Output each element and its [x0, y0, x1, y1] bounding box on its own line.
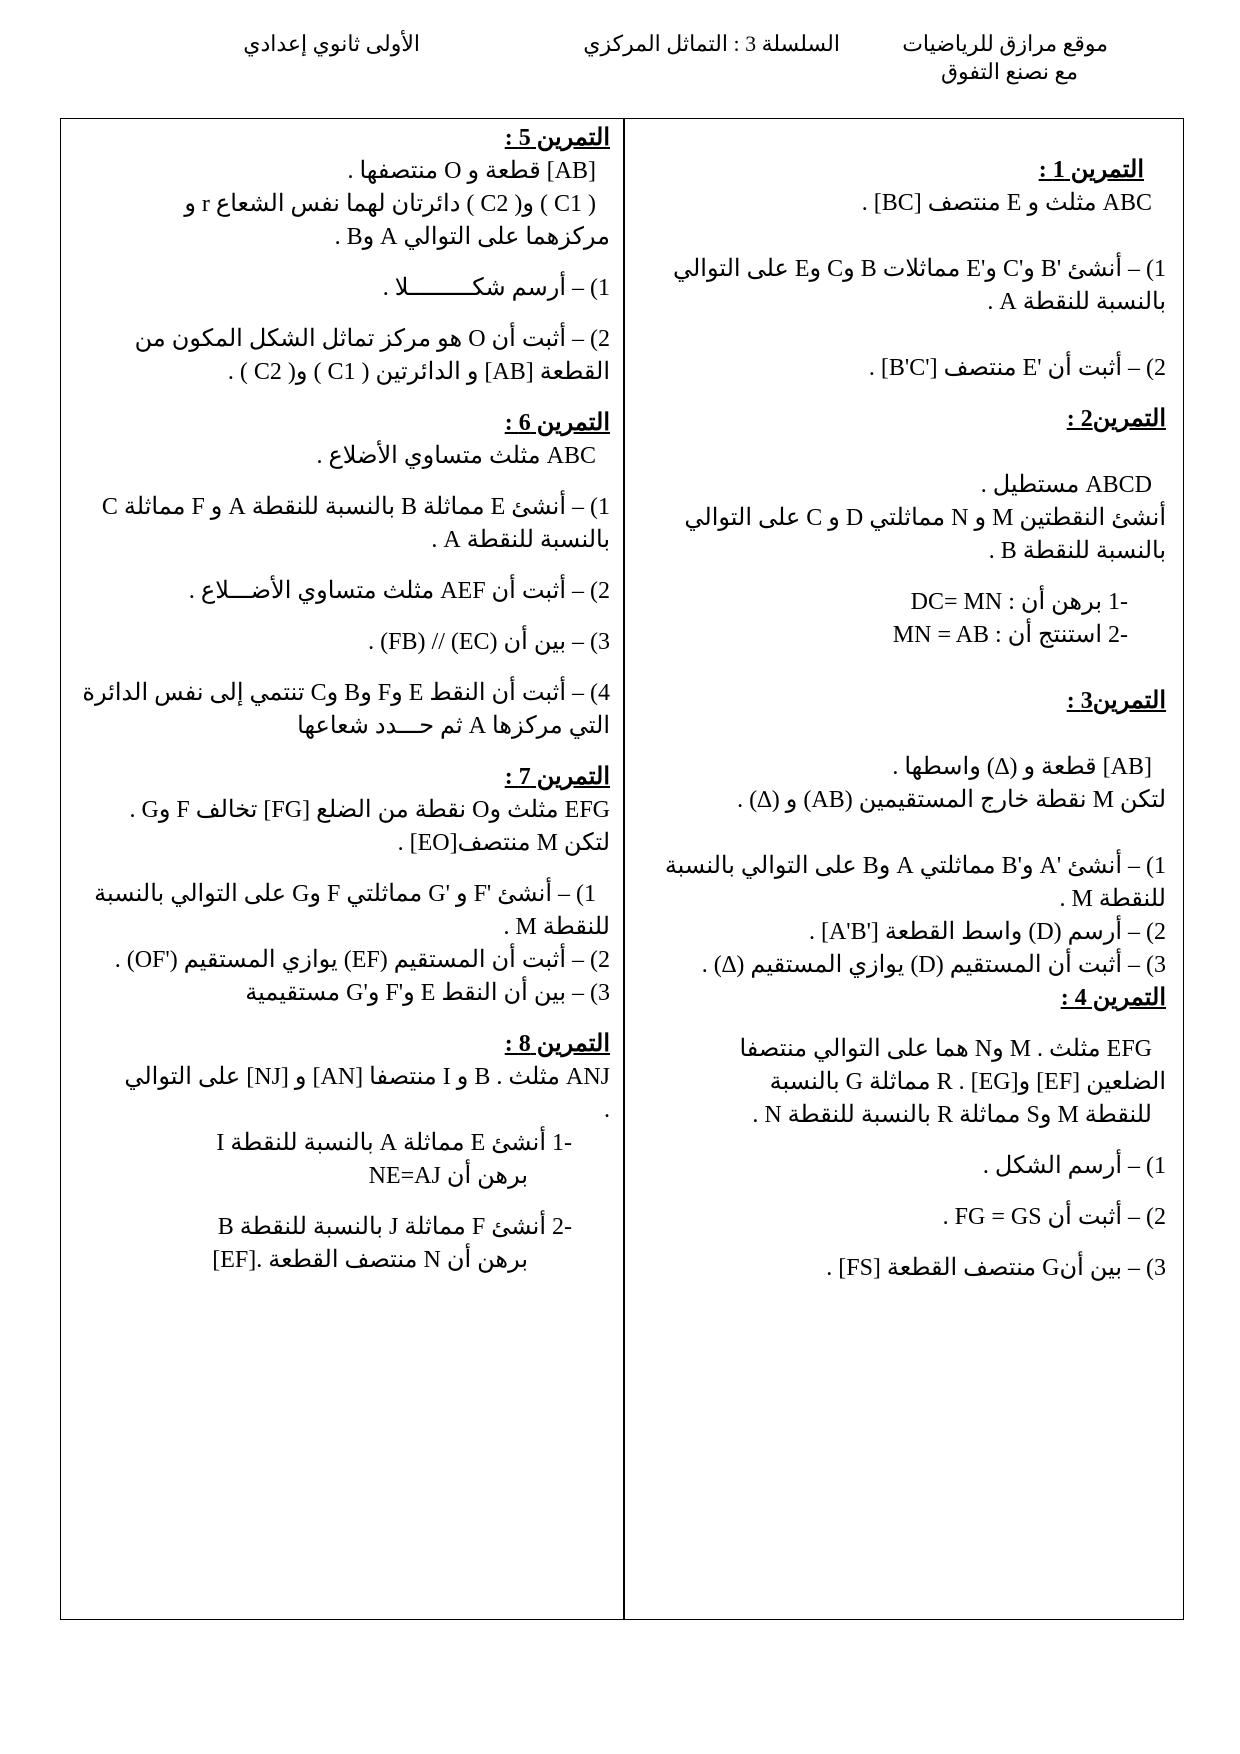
series-title: السلسلة 3 : التماثل المركزي [583, 31, 840, 56]
exercise-8-line: برهن أن N منتصف القطعة .[EF] [212, 1247, 528, 1273]
exercise-8-line: . [604, 1097, 610, 1123]
exercise-3-line: للنقطة M . [1059, 886, 1166, 912]
exercise-4 [634, 982, 1166, 1285]
exercise-2-line: أنشئ النقطتين M و N مماثلتي D و C على التوالي [684, 505, 1166, 531]
grade-level: الأولى ثانوي إعدادي [243, 31, 420, 56]
exercise-3-line: 2) – أرسم (D) واسط القطعة ['A'B] . [808, 919, 1166, 945]
exercise-6-line: 1) – أنشئ E مماثلة B بالنسبة للنقطة A و F مماثلة C [101, 494, 610, 520]
exercise-6-line: ABC مثلث متساوي الأضلاع . [316, 443, 596, 469]
exercise-7-line: للنقطة M . [503, 914, 610, 940]
exercise-3-line: 3) – أثبت أن المستقيم (D) يوازي المستقيم (∆) . [701, 952, 1166, 978]
exercise-1 [634, 154, 1166, 403]
exercise-8-line: -1 أنشئ E مماثلة A بالنسبة للنقطة I [216, 1130, 572, 1156]
exercise-5-line: 1) – أرسم شكـــــــــلا . [382, 275, 610, 301]
site-name-line2: مع نصنع التفوق [940, 59, 1078, 84]
exercise-3-line: 1) – أنشئ 'A و'B مماثلتي A وB على التوالي بالنسبة [664, 853, 1166, 879]
left-column [64, 118, 618, 1618]
exercise-4-line: الضلعين [EF] و[EG] . R مماثلة G بالنسبة [769, 1069, 1166, 1095]
exercise-1-line: ABC مثلث و E منتصف [BC] . [861, 190, 1152, 216]
exercise-2-line: -1 برهن أن : DC= MN [910, 589, 1128, 615]
exercise-3-line: [AB] قطعة و (∆) واسطها . [892, 754, 1152, 780]
site-name [902, 30, 1108, 86]
exercise-4-line: للنقطة M وS مماثلة R بالنسبة للنقطة N . [752, 1102, 1152, 1128]
exercise-5-line: 2) – أثبت أن O هو مركز تماثل الشكل المكون من [134, 326, 610, 352]
exercise-7-line: 1) – أنشئ 'F و 'G مماثلتي F وG على التوالي بالنسبة [94, 881, 596, 907]
exercise-4-line: 1) – أرسم الشكل . [982, 1153, 1166, 1179]
exercise-2-line: ABCD مستطيل . [980, 472, 1152, 498]
exercise-1-line: 2) – أثبت أن 'E منتصف ['B'C] . [868, 355, 1166, 381]
exercise-2-line: -2 استنتج أن : MN = AB [892, 622, 1128, 648]
exercise-7-line: لتكن M منتصف[EO] . [397, 830, 610, 856]
exercise-8 [70, 1028, 610, 1277]
exercise-2-line: بالنسبة للنقطة B . [988, 538, 1166, 564]
exercise-3-title: التمرين3 : [1066, 688, 1166, 714]
exercise-8-line: برهن أن NE=AJ [368, 1163, 528, 1189]
exercise-7-line: 3) – بين أن النقط E و'F و'G مستقيمية [245, 980, 610, 1006]
exercise-1-line: بالنسبة للنقطة A . [987, 289, 1166, 315]
exercise-5-line: [AB] قطعة و O منتصفها . [347, 158, 596, 184]
exercise-3 [634, 685, 1166, 982]
exercise-8-line: ANJ مثلث . B و I منتصفا [AN] و [NJ] على التوالي [124, 1064, 610, 1090]
exercise-6-line: 3) – بين أن (EC) // (FB) . [368, 629, 610, 655]
exercise-7-line: 2) – أثبت أن المستقيم (EF) يوازي المستقيم ('OF) . [114, 947, 610, 973]
exercise-6-line: بالنسبة للنقطة A . [431, 527, 610, 553]
exercise-4-line: 3) – بين أنG منتصف القطعة [FS] . [826, 1255, 1166, 1281]
exercise-8-title: التمرين 8 : [504, 1031, 610, 1057]
exercise-8-line: -2 أنشئ F مماثلة J بالنسبة للنقطة B [217, 1214, 572, 1240]
right-column [628, 118, 1176, 1618]
exercise-7-line: EFG مثلث وO نقطة من الضلع [FG] تخالف F وG . [129, 797, 610, 823]
exercise-5-line: ( C1 ) و( C2 ) دائرتان لهما نفس الشعاع r و [184, 191, 596, 217]
exercise-6 [70, 407, 610, 761]
exercise-3-line: لتكن M نقطة خارج المستقيمين (AB) و (∆) . [737, 787, 1166, 813]
exercise-7 [70, 761, 610, 1028]
exercise-2 [634, 403, 1166, 685]
exercise-1-line: 1) – أنشئ 'B و'C و'E مماثلات B وC وE على التوالي [672, 256, 1166, 282]
exercise-4-title: التمرين 4 : [1060, 985, 1166, 1011]
exercise-6-line: 2) – أثبت أن AEF مثلث متساوي الأضـــلاع . [188, 578, 610, 604]
exercise-6-line: 4) – أثبت أن النقط E وF وB وC تنتمي إلى نفس الدائرة [82, 680, 610, 706]
exercise-6-title: التمرين 6 : [504, 410, 610, 436]
site-name-line1: موقع مرازق للرياضيات [902, 31, 1108, 56]
exercise-5 [70, 122, 610, 407]
exercise-7-title: التمرين 7 : [504, 764, 610, 790]
exercise-1-title: التمرين 1 : [1038, 157, 1144, 183]
exercise-4-line: EFG مثلث . M وN هما على التوالي منتصفا [739, 1036, 1152, 1062]
exercise-5-line: مركزهما على التوالي A وB . [334, 224, 610, 250]
exercise-5-title: التمرين 5 : [504, 125, 610, 151]
exercise-2-title: التمرين2 : [1066, 406, 1166, 432]
exercise-6-line: التي مركزها A ثم حـــدد شعاعها [297, 713, 610, 739]
exercise-5-line: القطعة [AB] و الدائرتين ( C1 ) و( C2 ) . [227, 359, 610, 385]
exercise-4-line: 2) – أثبت أن FG = GS . [942, 1204, 1166, 1230]
column-divider [623, 118, 625, 1620]
